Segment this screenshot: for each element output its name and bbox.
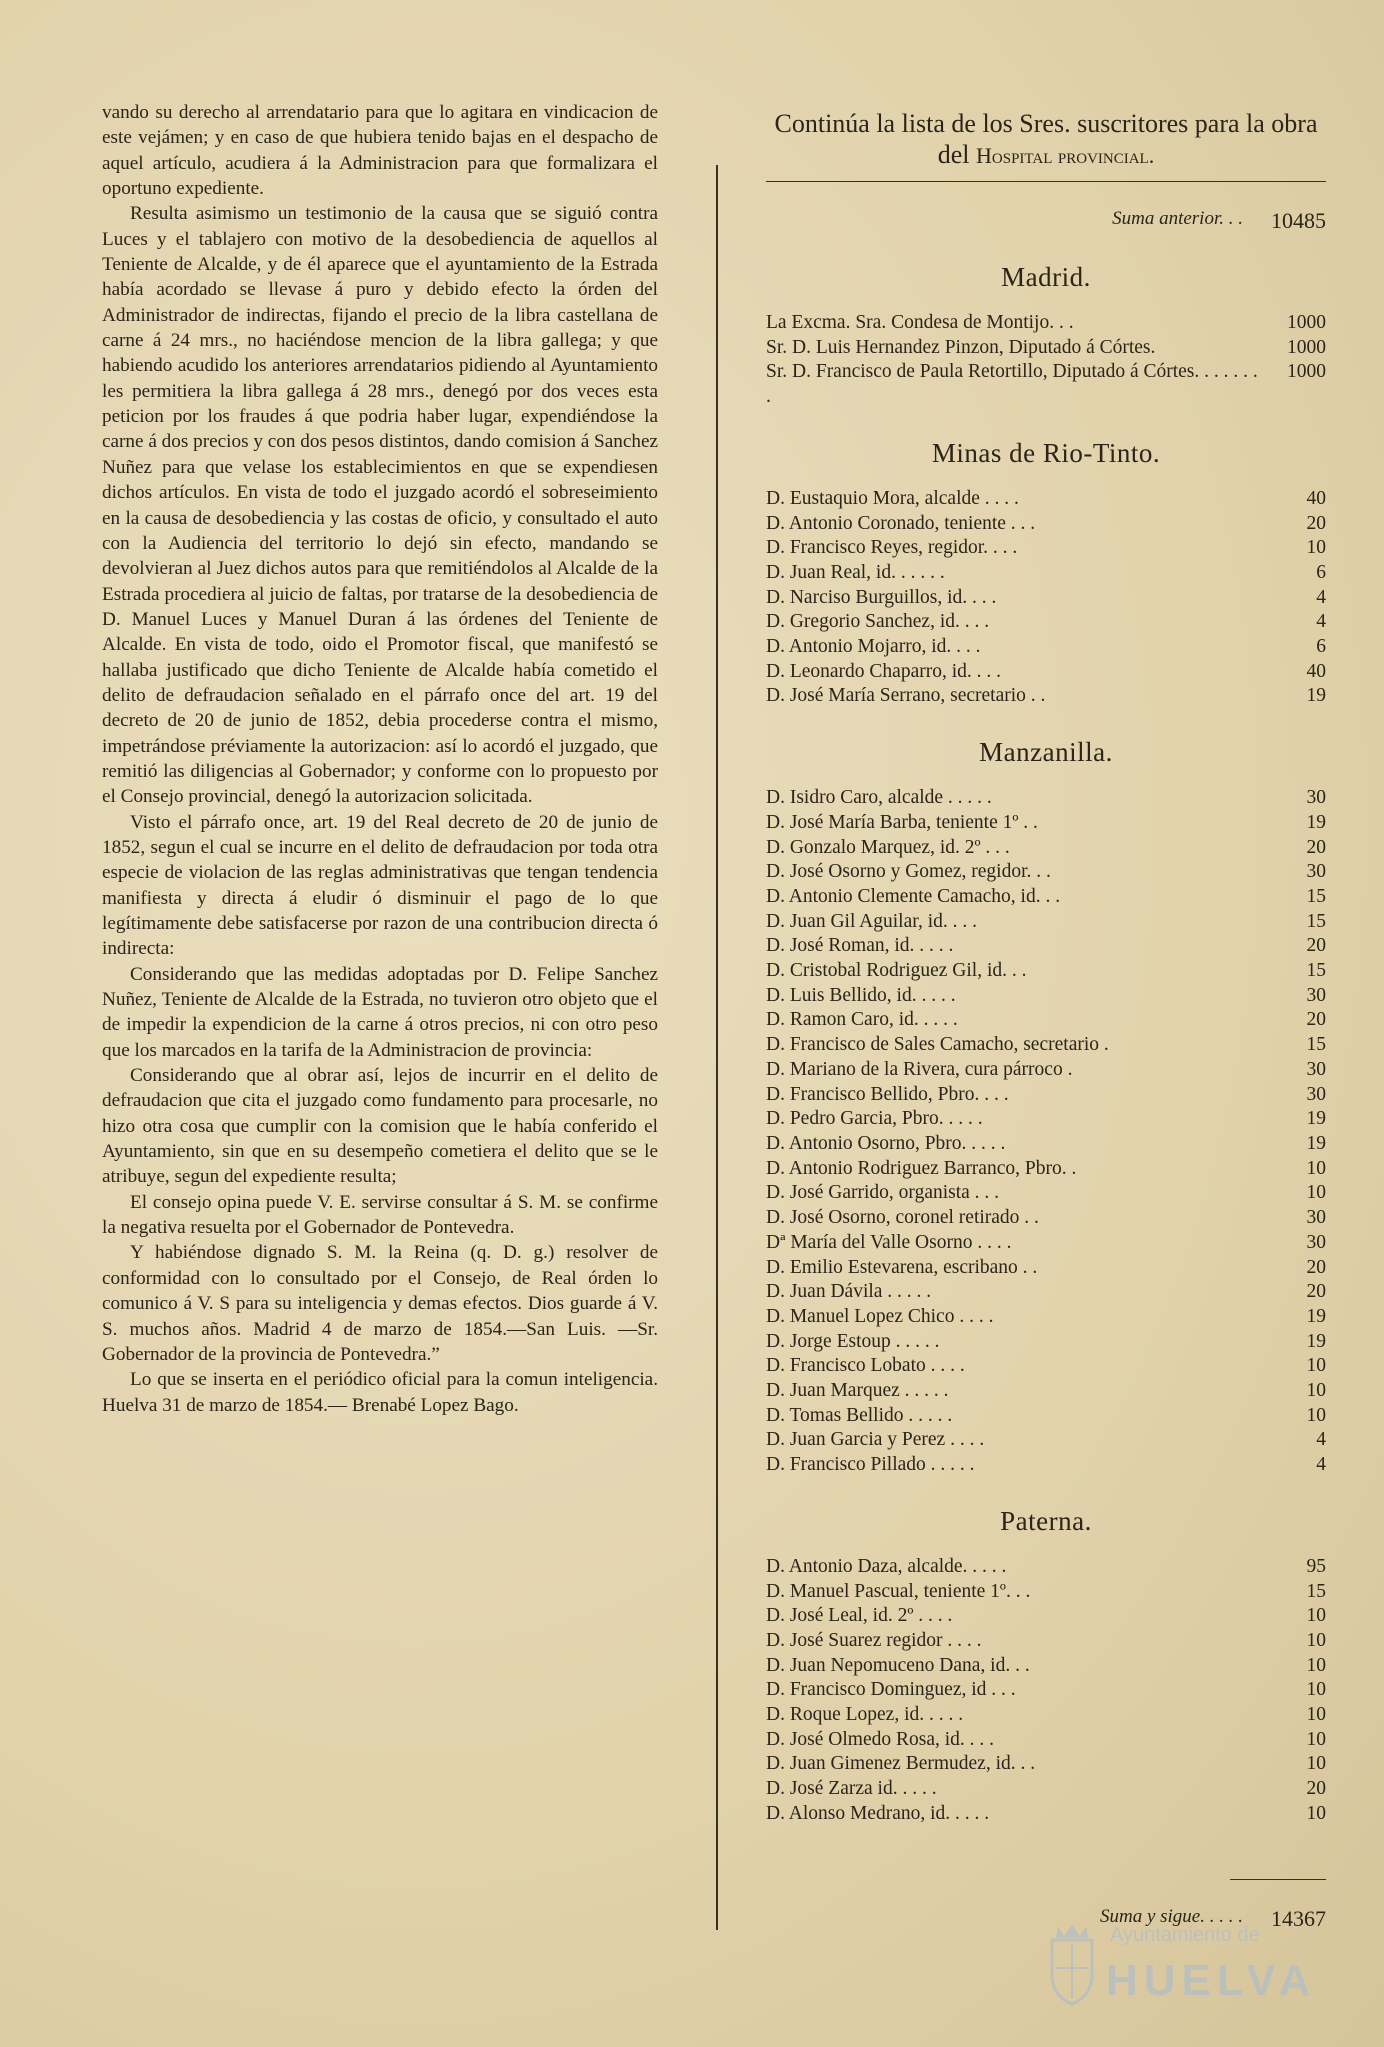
paragraph-5: Considerando que al obrar así, lejos de incurrir en el delito de defraudacion que cita el juzgado como fundamento para procesarle, no hizo otra cosa que cumplir con la comision que le había conferido el Ayuntamiento, sin que en su desempeño cometiera el delito que se le atribuye, segun del expediente resulta;: [102, 1065, 658, 1188]
watermark-line1: Ayuntamiento de: [1110, 1924, 1260, 1946]
subscriber-amount: 4: [1316, 1429, 1326, 1451]
subscriber-row: [766, 1058, 1326, 1083]
subscriber-amount: 95: [1306, 1555, 1326, 1577]
list-heading-text: Continúa la lista de los Sres. suscritores para la obra del: [774, 109, 1318, 169]
subscriber-name: D. Juan Marquez . . . . .: [766, 1380, 949, 1402]
subscriber-name: D. Jorge Estoup . . . . .: [766, 1330, 940, 1352]
subscriber-name: D. Francisco Reyes, regidor. . . .: [766, 537, 1018, 559]
subscriber-row: [766, 1379, 1326, 1404]
subscriber-amount: 10: [1306, 1679, 1326, 1701]
subscriber-name: Dª María del Valle Osorno . . . .: [766, 1231, 1012, 1253]
subscriber-row: [766, 1802, 1326, 1827]
subscriber-amount: 20: [1306, 512, 1326, 534]
subscriber-row: [766, 635, 1326, 660]
subscriber-row: [766, 1404, 1326, 1429]
total-separator: [1230, 1879, 1326, 1880]
subscriber-name: Sr. D. Luis Hernandez Pinzon, Diputado á Córtes.: [766, 336, 1156, 358]
subscriber-amount: 20: [1306, 935, 1326, 957]
subscriber-name: D. Luis Bellido, id. . . . .: [766, 984, 956, 1006]
subscriber-row: [766, 1305, 1326, 1330]
subscriber-row: [766, 1280, 1326, 1305]
subscriber-name: D. Juan Real, id. . . . . .: [766, 561, 945, 583]
subscriber-name: D. Francisco Dominguez, id . . .: [766, 1679, 1016, 1701]
subscriber-amount: 4: [1316, 1454, 1326, 1476]
subscriber-amount: 19: [1306, 1330, 1326, 1352]
subscriber-row: [766, 1083, 1326, 1108]
subscriber-row: [766, 1206, 1326, 1231]
subscriber-name: D. José Osorno, coronel retirado . .: [766, 1207, 1039, 1229]
subscriber-name: D. José María Serrano, secretario . .: [766, 685, 1046, 707]
subscriber-row: [766, 487, 1326, 512]
subscriber-amount: 20: [1306, 1778, 1326, 1800]
subscriber-row: [766, 1231, 1326, 1256]
subscriber-name: D. José Olmedo Rosa, id. . . .: [766, 1728, 995, 1750]
subscriber-name: D. Pedro Garcia, Pbro. . . . .: [766, 1108, 983, 1130]
subscriber-amount: 30: [1306, 861, 1326, 883]
subscriber-name: D. José Roman, id. . . . .: [766, 935, 954, 957]
subscriber-amount: 40: [1306, 487, 1326, 509]
subscriber-name: D. Narciso Burguillos, id. . . .: [766, 586, 997, 608]
subscriber-name: D. Emilio Estevarena, escribano . .: [766, 1256, 1038, 1278]
section-title: Madrid.: [1001, 262, 1091, 292]
subscriber-name: D. Antonio Clemente Camacho, id. . .: [766, 885, 1061, 907]
subscriber-amount: 10: [1306, 1157, 1326, 1179]
subscriber-amount: 4: [1316, 611, 1326, 633]
subscriber-amount: 15: [1306, 1034, 1326, 1056]
subscriber-amount: 10: [1306, 1753, 1326, 1775]
subscriber-name: D. Antonio Rodriguez Barranco, Pbro. .: [766, 1157, 1077, 1179]
subscriber-amount: 19: [1306, 811, 1326, 833]
subscriber-amount: 10: [1306, 1704, 1326, 1726]
subscriber-row: [766, 1580, 1326, 1605]
subscriber-row: [766, 1728, 1326, 1753]
section-title: Paterna.: [1000, 1505, 1092, 1536]
subscriber-name: D. Cristobal Rodriguez Gil, id. . .: [766, 960, 1027, 982]
subscriber-amount: 10: [1306, 1802, 1326, 1824]
subscriber-row: [766, 860, 1326, 885]
subscriber-row: [766, 1330, 1326, 1355]
subscriber-name: D. Tomas Bellido . . . . .: [766, 1404, 953, 1426]
subscribers-list: [766, 108, 1326, 1932]
paragraph-1: vando su derecho al arrendatario para que lo agitara en vindicacion de este vejámen; y en caso de que hubiera tenido bajas en el despacho de aquel artículo, acudiera á la Administracion para que formalizara el oportuno expediente.: [102, 102, 658, 200]
subscriber-amount: 20: [1306, 1281, 1326, 1303]
subscriber-row: [766, 1107, 1326, 1132]
subscriber-row: [766, 1132, 1326, 1157]
subscriber-amount: 30: [1306, 1083, 1326, 1105]
subscriber-amount: 10: [1306, 1182, 1326, 1204]
subscriber-amount: 15: [1306, 960, 1326, 982]
subscriber-amount: 20: [1306, 1009, 1326, 1031]
subscriber-name: D. Alonso Medrano, id. . . . .: [766, 1802, 990, 1824]
heading-rule: [766, 181, 1326, 182]
subscriber-name: La Excma. Sra. Condesa de Montijo. . .: [766, 312, 1074, 333]
subscriber-amount: 6: [1316, 561, 1326, 583]
subscriber-row: [766, 984, 1326, 1009]
subscriber-amount: 15: [1306, 910, 1326, 932]
subscriber-row: [766, 786, 1326, 811]
subscriber-row: [766, 1033, 1326, 1058]
subscriber-name: D. Manuel Lopez Chico . . . .: [766, 1305, 994, 1327]
paragraph-2: Resulta asimismo un testimonio de la causa que se siguió contra Luces y el tablajero con motivo de la desobediencia de aquellos al Teniente de Alcalde, y de él aparece que el ayuntamiento de la Estrada había acordado se llevase á puro y debido efecto la órden del Administrador de indirectas, fijando el precio de la libra castellana de carne á 24 mrs., no haciéndose mencion de la libra gallega; y que habiendo acudido los anteriores arrendatarios pidiendo al Ayuntamiento les permitiera la libra gallega á 28 mrs., denegó por dos veces esta peticion por los fraudes á que podria haber lugar, expendiéndose la carne á dos precios y con dos pesos distintos, dando comision á Sanchez Nuñez para que velase los establecimientos en que se expendiesen dichos artículos. En vista de todo el juzgado acordó el sobreseimiento en la causa de desobediencia y las costas de oficio, y consultado el auto con la Audiencia del territorio lo dejó sin efecto, mandando se devolvieran al Juez dichos autos para que remitiéndolos al Alcalde de la Estrada procediera al juicio de faltas, por tratarse de la desobediencia de D. Manuel Luces y Manuel Duran á las órdenes del Teniente de Alcalde. En vista de todo, oido el Promotor fiscal, que manifestó se hallaba justificado que dicho Teniente de Alcalde había cometido el delito de defraudacion señalado en el párrafo once del art. 19 del decreto de 20 de junio de 1852, debia procederse contra el mismo, impetrándose préviamente la autorizacion: así lo acordó el juzgado, que remitió las diligencias al Gobernador; y conforme con lo propuesto por el Consejo provincial, denegó la autorizacion solicitada.: [102, 203, 658, 808]
subscriber-name: D. Francisco Bellido, Pbro. . . .: [766, 1083, 1009, 1105]
subscriber-name: D. Leonardo Chaparro, id. . . .: [766, 660, 1002, 682]
subscriber-row: [766, 1008, 1326, 1033]
paragraph-3: Visto el párrafo once, art. 19 del Real decreto de 20 de junio de 1852, segun el cual se incurre en el delito de defraudacion por toda otra especie de violacion de las reglas administrativas que tengan tendencia manifiesta y directa á eludir ó disminuir el pago de lo que legítimamente debe satisfacerse por razon de una contribucion directa ó indirecta:: [102, 811, 658, 960]
subscriber-name: D. Juan Dávila . . . . .: [766, 1281, 932, 1303]
paragraph-4: Considerando que las medidas adoptadas por D. Felipe Sanchez Nuñez, Teniente de Alcalde de la Estrada, no tuvieron otro objeto que el de impedir la expendicion de la carne á otros precios, ni con otro peso que los marcados en la tarifa de la Administracion de provincia:: [102, 963, 658, 1061]
subscriber-amount: 1000: [1287, 361, 1326, 383]
subscriber-name: D. Mariano de la Rivera, cura párroco .: [766, 1058, 1073, 1080]
subscriber-row: [766, 1629, 1326, 1654]
subscriber-name: D. Antonio Osorno, Pbro. . . . .: [766, 1132, 1006, 1154]
subscriber-amount: 19: [1306, 1108, 1326, 1130]
subscriber-amount: 30: [1306, 787, 1326, 809]
subscriber-name: D. José Zarza id. . . . .: [766, 1778, 937, 1800]
subscriber-amount: 10: [1306, 1654, 1326, 1676]
subscriber-amount: 40: [1306, 660, 1326, 682]
subscriber-amount: 1000: [1287, 312, 1326, 333]
column-divider: [716, 165, 718, 1930]
subscriber-amount: 19: [1306, 1305, 1326, 1327]
subscriber-name: D. Francisco de Sales Camacho, secretario .: [766, 1034, 1109, 1056]
subscriber-amount: 10: [1306, 1629, 1326, 1651]
subscriber-row: [766, 512, 1326, 537]
suma-anterior-label: Suma anterior. . .: [1112, 208, 1243, 229]
subscriber-row: [766, 836, 1326, 861]
section-title: Minas de Rio-Tinto.: [931, 437, 1161, 468]
subscriber-amount: 19: [1306, 685, 1326, 707]
subscriber-name: D. José Leal, id. 2º . . . .: [766, 1605, 953, 1627]
subscriber-row: [766, 1157, 1326, 1182]
subscriber-amount: 10: [1306, 1355, 1326, 1377]
subscriber-amount: 10: [1306, 1404, 1326, 1426]
subscriber-name: D. Juan Gimenez Bermudez, id. . .: [766, 1753, 1036, 1775]
subscriber-amount: 19: [1306, 1132, 1326, 1154]
subscriber-amount: 20: [1306, 1256, 1326, 1278]
subscriber-name: D. Francisco Pillado . . . . .: [766, 1454, 975, 1476]
subscriber-name: D. Francisco Lobato . . . .: [766, 1355, 965, 1377]
subscriber-row: [766, 336, 1326, 361]
subscriber-amount: 10: [1306, 1728, 1326, 1750]
subscriber-name: D. Isidro Caro, alcalde . . . . .: [766, 787, 992, 809]
subscriber-row: [766, 1453, 1326, 1478]
subscriber-row: [766, 1654, 1326, 1679]
paragraph-7: Y habiéndose dignado S. M. la Reina (q. D. g.) resolver de conformidad con lo consultado por el Consejo, de Real órden lo comunico á V. S para su inteligencia y demas efectos. Dios guarde á V. S. muchos años. Madrid 4 de marzo de 1854.—San Luis. —Sr. Gobernador de la provincia de Pontevedra.”: [102, 1242, 658, 1365]
watermark-line2: HUELVA: [1106, 1956, 1317, 2005]
subscriber-name: D. José Suarez regidor . . . .: [766, 1629, 982, 1651]
subscriber-amount: 15: [1306, 885, 1326, 907]
subscriber-amount: 20: [1306, 836, 1326, 858]
subscriber-amount: 30: [1306, 984, 1326, 1006]
suma-sigue-value: 14367: [1271, 1905, 1326, 1931]
subscriber-name: D. Ramon Caro, id. . . . .: [766, 1009, 958, 1031]
suma-anterior: [766, 208, 1326, 234]
subscriber-amount: 10: [1306, 537, 1326, 559]
subscriber-row: [766, 360, 1326, 409]
subscriber-name: D. Juan Gil Aguilar, id. . . .: [766, 910, 977, 932]
subscriber-name: D. Roque Lopez, id. . . . .: [766, 1704, 964, 1726]
subscriber-name: D. Manuel Pascual, teniente 1º. . .: [766, 1580, 1031, 1602]
paragraph-8: Lo que se inserta en el periódico oficial para la comun inteligencia. Huelva 31 de marzo de 1854.— Brenabé Lopez Bago.: [102, 1369, 658, 1416]
subscriber-name: D. Gonzalo Marquez, id. 2º . . .: [766, 836, 1010, 858]
subscriber-name: D. Gregorio Sanchez, id. . . .: [766, 611, 990, 633]
subscriber-amount: 30: [1306, 1231, 1326, 1253]
subscriber-row: [766, 1256, 1326, 1281]
subscriber-row: [766, 1428, 1326, 1453]
section-title: Manzanilla.: [979, 737, 1113, 768]
subscriber-row: [766, 1703, 1326, 1728]
subscriber-row: [766, 1678, 1326, 1703]
subscriber-name: D. Eustaquio Mora, alcalde . . . .: [766, 487, 1019, 509]
subscriber-name: D. Antonio Coronado, teniente . . .: [766, 512, 1036, 534]
subscriber-row: [766, 811, 1326, 836]
subscriber-row: [766, 586, 1326, 611]
subscriber-name: Sr. D. Francisco de Paula Retortillo, Diputado á Córtes. . . . . . . .: [766, 361, 1258, 408]
subscriber-row: [766, 1777, 1326, 1802]
subscriber-row: [766, 561, 1326, 586]
subscriber-amount: 15: [1306, 1580, 1326, 1602]
subscriber-row: [766, 536, 1326, 561]
subscriber-row: [766, 660, 1326, 685]
subscriber-amount: 30: [1306, 1058, 1326, 1080]
subscriber-name: D. Antonio Daza, alcalde. . . . .: [766, 1555, 1007, 1577]
subscriber-row: [766, 1555, 1326, 1580]
subscriber-amount: 4: [1316, 586, 1326, 608]
suma-anterior-value: 10485: [1271, 208, 1326, 233]
subscriber-row: [766, 885, 1326, 910]
subscriber-name: D. Juan Nepomuceno Dana, id. . .: [766, 1654, 1030, 1676]
subscriber-name: D. Antonio Mojarro, id. . . .: [766, 636, 981, 658]
crest-icon: [1046, 1922, 1098, 2006]
list-heading: [766, 108, 1326, 171]
subscriber-name: D. José Osorno y Gomez, regidor. . .: [766, 861, 1051, 883]
subscriber-amount: 10: [1306, 1605, 1326, 1627]
archive-watermark: [1046, 1918, 1346, 2018]
left-column-text: [102, 100, 658, 1418]
subscriber-row: [766, 910, 1326, 935]
subscriber-row: [766, 1752, 1326, 1777]
list-heading-hospital: Hospital provincial.: [976, 143, 1155, 168]
subscriber-name: D. José María Barba, teniente 1º . .: [766, 811, 1038, 833]
sections-container: [766, 262, 1326, 1827]
subscriber-row: [766, 959, 1326, 984]
subscriber-amount: 10: [1306, 1380, 1326, 1402]
subscriber-amount: 30: [1306, 1207, 1326, 1229]
subscriber-row: [766, 1354, 1326, 1379]
subscriber-row: [766, 1181, 1326, 1206]
subscriber-name: D. Juan Garcia y Perez . . . .: [766, 1429, 985, 1451]
subscriber-row: [766, 934, 1326, 959]
subscriber-row: [766, 1604, 1326, 1629]
subscriber-row: [766, 684, 1326, 709]
suma-sigue-label: Suma y sigue. . . . .: [1099, 1905, 1243, 1927]
subscriber-row: [766, 610, 1326, 635]
subscriber-amount: 6: [1316, 636, 1326, 658]
subscriber-amount: 1000: [1287, 336, 1326, 358]
paragraph-6: El consejo opina puede V. E. servirse consultar á S. M. se confirme la negativa resuelta por el Gobernador de Pontevedra.: [102, 1191, 658, 1239]
subscriber-name: D. José Garrido, organista . . .: [766, 1182, 1000, 1204]
subscriber-row: [766, 311, 1326, 336]
